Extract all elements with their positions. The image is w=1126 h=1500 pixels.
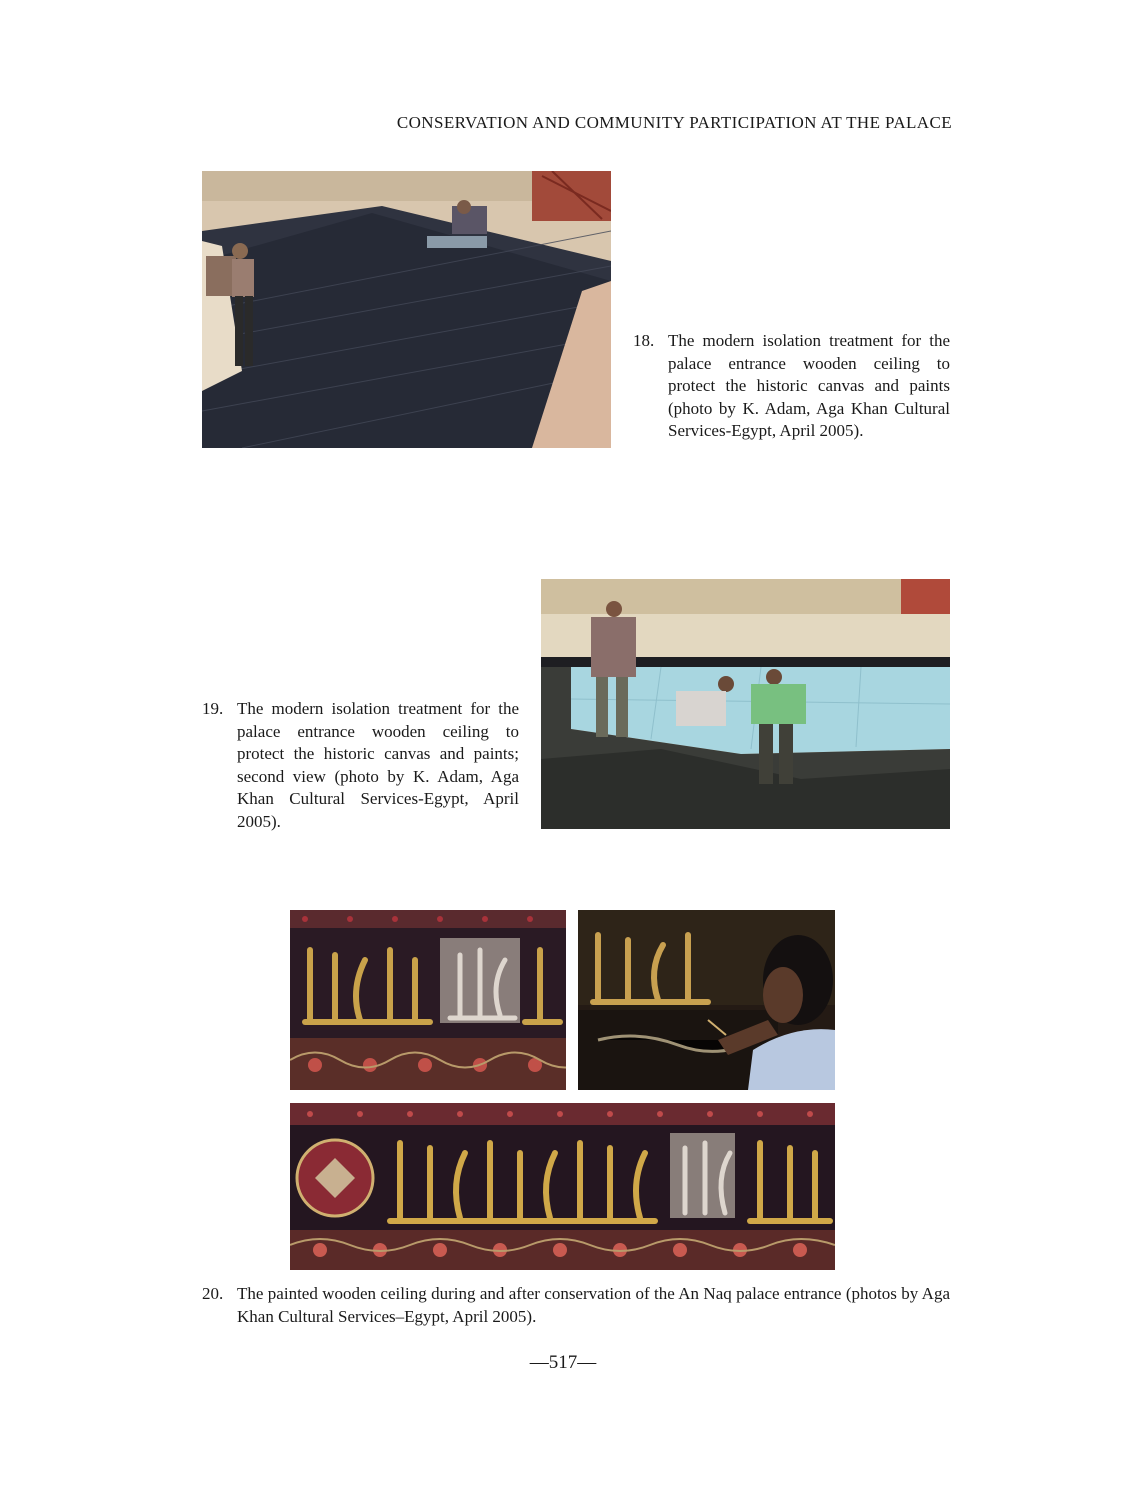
page-number: —517— (529, 1352, 597, 1373)
figure-19-photo (541, 579, 950, 829)
figure-20-caption (202, 1283, 950, 1328)
figure-number: 19. (202, 699, 224, 718)
figure-18-caption (633, 330, 950, 443)
figure-number: 20. (202, 1284, 224, 1303)
running-header: CONSERVATION AND COMMUNITY PARTICIPATION AT THE PALACE (396, 113, 952, 132)
figure-20-photo-band (290, 1103, 835, 1270)
figure-number: 18. (633, 331, 655, 350)
figure-20-photo-conservator (578, 910, 835, 1090)
caption-text: The modern isolation treatment for the palace entrance wooden ceiling to protect the historic canvas and paints; second view (photo by K. Adam, Aga Khan Cultural Services-Egypt, April 2005). (237, 699, 519, 831)
figure-20-photo-detail (290, 910, 566, 1090)
caption-text: The painted wooden ceiling during and after conservation of the An Naq palace entrance (photos by Aga Khan Cultural Services–Egypt, April 2005). (237, 1284, 950, 1326)
figure-18-photo (202, 171, 611, 448)
caption-text: The modern isolation treatment for the palace entrance wooden ceiling to protect the historic canvas and paints (photo by K. Adam, Aga Khan Cultural Services-Egypt, April 2005). (668, 331, 950, 440)
figure-19-caption (202, 698, 519, 833)
